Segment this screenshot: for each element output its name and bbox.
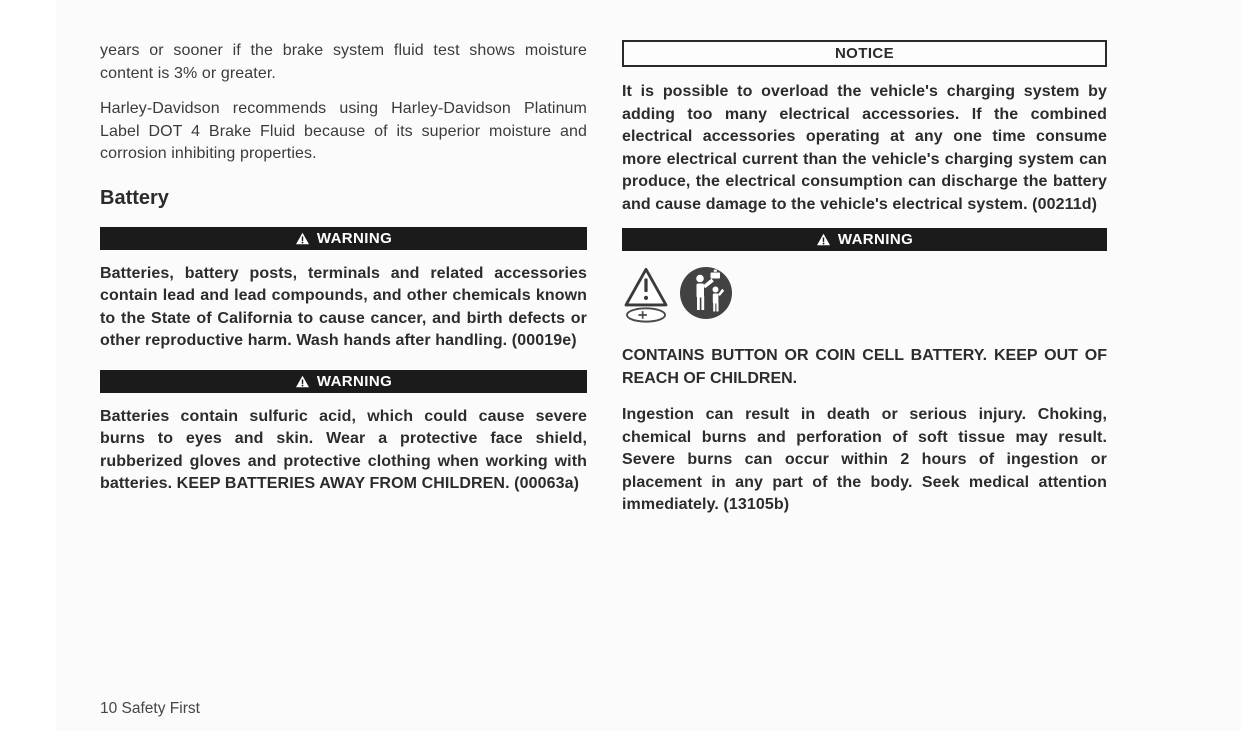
notice-box	[622, 40, 1107, 67]
warning-pictograms	[622, 266, 1107, 324]
keep-away-from-children-icon	[679, 266, 733, 325]
sulfuric-acid-warning-body: Batteries contain sulfuric acid, which could cause severe burns to eyes and skin. Wear a protective face shield, rubberized gloves and protective clothing when working with batteries. KEEP BATTERIES AWAY FROM CHILDREN. (00063a)	[100, 407, 587, 492]
warning-banner-coin-cell	[622, 228, 1107, 251]
ingestion-warning-body: Ingestion can result in death or serious injury. Choking, chemical burns and perforation of soft tissue may result. Severe burns can occur within 2 hours of ingestion or placement in any part of the body. Seek medical attention immediately. (13105b)	[622, 406, 1107, 513]
right-column	[622, 40, 1107, 517]
brake-fluid-paragraph: years or sooner if the brake system fluid test shows moisture content is 3% or greater.	[100, 42, 587, 82]
lead-warning-body: Batteries, battery posts, terminals and related accessories contain lead and lead compounds, and other chemicals known to the State of California to cause cancer, and birth defects or other reproductive harm. Wash hands after handling. (00019e)	[100, 264, 587, 349]
notice-label: NOTICE	[834, 45, 895, 62]
battery-section-heading: Battery	[100, 186, 169, 209]
charging-system-notice-body: It is possible to overload the vehicle's charging system by adding too many electrical accessories. If the combined electrical accessories operating at any one time consume more electrical current than the vehicle's charging system can produce, the electrical consumption can discharge the battery and cause damage to the vehicle's electrical system. (00211d)	[622, 83, 1107, 213]
coin-cell-warning-headline: CONTAINS BUTTON OR COIN CELL BATTERY. KEEP OUT OF REACH OF CHILDREN.	[622, 347, 1107, 387]
left-column	[100, 40, 587, 496]
warning-banner-label: WARNING	[316, 372, 393, 390]
page-left-margin	[0, 0, 56, 750]
page-bottom-margin	[0, 731, 1241, 750]
safety-alert-triangle-icon	[295, 375, 310, 388]
warning-banner-label: WARNING	[316, 229, 393, 247]
safety-alert-triangle-icon	[816, 233, 831, 246]
brake-fluid-recommendation-paragraph: Harley-Davidson recommends using Harley-Davidson Platinum Label DOT 4 Brake Fluid because of its superior moisture and corrosion inhibiting properties.	[100, 100, 587, 162]
warning-banner-lead	[100, 227, 587, 250]
coin-cell-battery-warning-icon	[622, 266, 670, 329]
page-footer: 10 Safety First	[100, 700, 200, 717]
warning-banner-acid	[100, 370, 587, 393]
warning-banner-label: WARNING	[837, 231, 914, 248]
safety-alert-triangle-icon	[295, 232, 310, 245]
